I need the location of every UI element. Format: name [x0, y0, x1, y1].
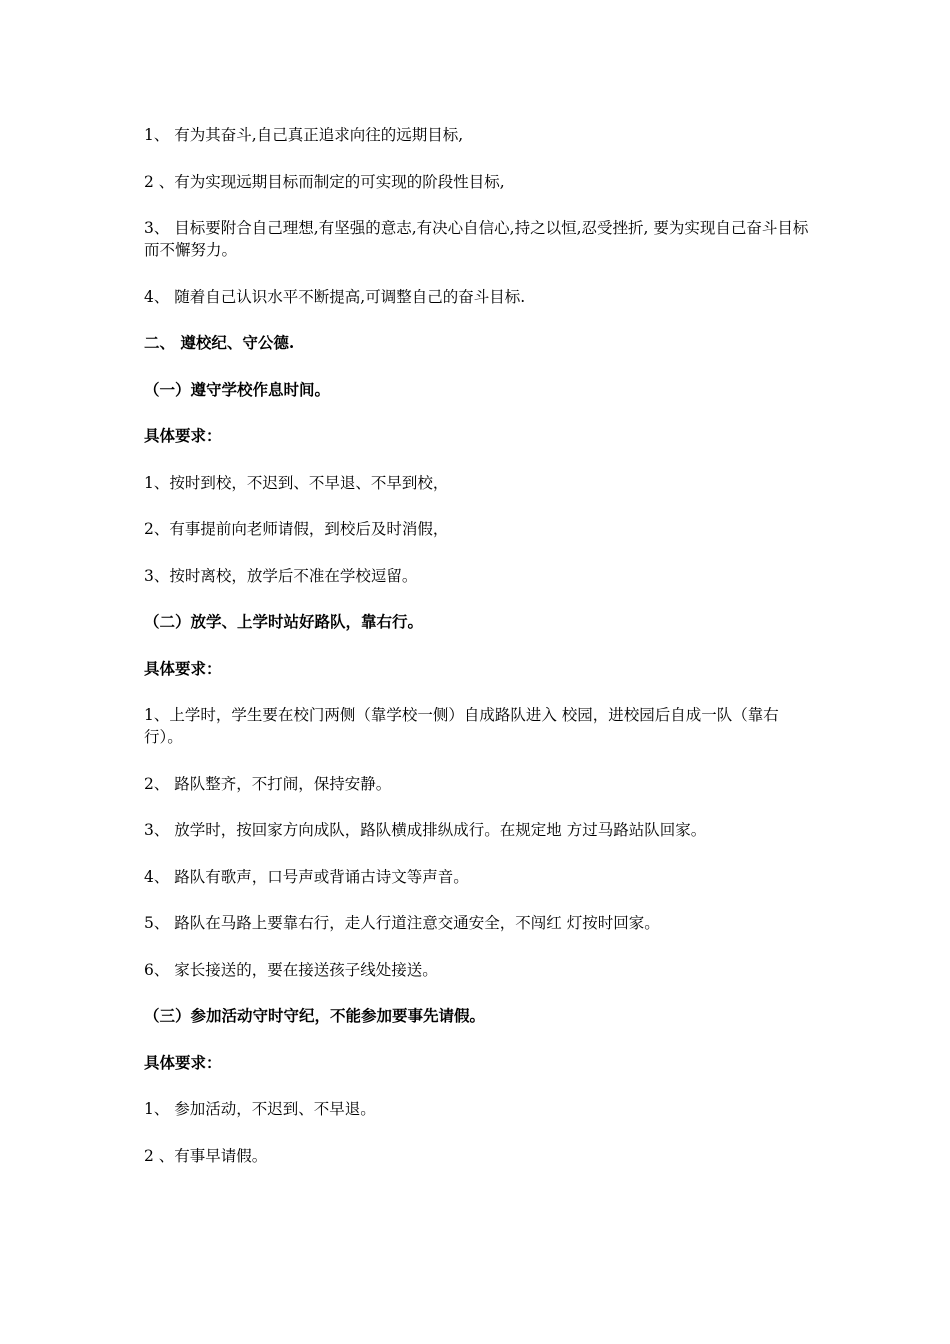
requirements-heading-1: 具体要求： — [144, 426, 222, 445]
paragraph-queue-1: 1、上学时，学生要在校门两侧（靠学校一侧）自成路队进入 校园，进校园后自成一队（靠右行）。 — [144, 706, 779, 746]
paragraph-goal-1: 1、 有为其奋斗,自己真正追求向往的远期目标, — [144, 126, 464, 144]
paragraph-schedule-2: 2、有事提前向老师请假，到校后及时消假， — [144, 520, 449, 538]
subsection-heading-3: （三）参加活动守时守纪，不能参加要事先请假。 — [144, 1006, 486, 1025]
paragraph-queue-2: 2、 路队整齐，不打闹，保持安静。 — [144, 774, 392, 793]
paragraph-goal-2: 2 、有为实现远期目标而制定的可实现的阶段性目标, — [144, 172, 505, 191]
requirements-heading-2: 具体要求： — [144, 658, 222, 678]
paragraph-goal-4: 4、 随着自己认识水平不断提高,可调整自己的奋斗目标. — [144, 287, 526, 306]
paragraph-activity-1: 1、 参加活动，不迟到、不早退。 — [144, 1100, 376, 1118]
paragraph-queue-3: 3、 放学时，按回家方向成队，路队横成排纵成行。在规定地 方过马路站队回家。 — [144, 821, 707, 839]
paragraph-queue-4: 4、 路队有歌声，口号声或背诵古诗文等声音。 — [144, 867, 469, 886]
paragraph-queue-6: 6、 家长接送的，要在接送孩子线处接送。 — [144, 960, 438, 979]
paragraph-activity-2: 2 、有事早请假。 — [144, 1146, 268, 1165]
subsection-heading-2: （二）放学、上学时站好路队，靠右行。 — [144, 612, 424, 631]
paragraph-schedule-3: 3、按时离校，放学后不准在学校逗留。 — [144, 566, 418, 585]
subsection-heading-1: （一）遵守学校作息时间。 — [144, 379, 331, 399]
paragraph-schedule-1: 1、按时到校，不迟到、不早退、不早到校， — [144, 473, 449, 492]
paragraph-goal-3: 3、 目标要附合自己理想,有坚强的意志,有决心自信心,持之以恒,忍受挫折, 要为实现自己奋斗目标而不懈努力。 — [144, 219, 809, 259]
document-page — [144, 124, 814, 1191]
section-heading-2: 二、 遵校纪、守公德. — [144, 333, 295, 352]
paragraph-queue-5: 5、 路队在马路上要靠右行，走人行道注意交通安全，不闯红 灯按时回家。 — [144, 914, 660, 932]
requirements-heading-3: 具体要求： — [144, 1052, 222, 1072]
